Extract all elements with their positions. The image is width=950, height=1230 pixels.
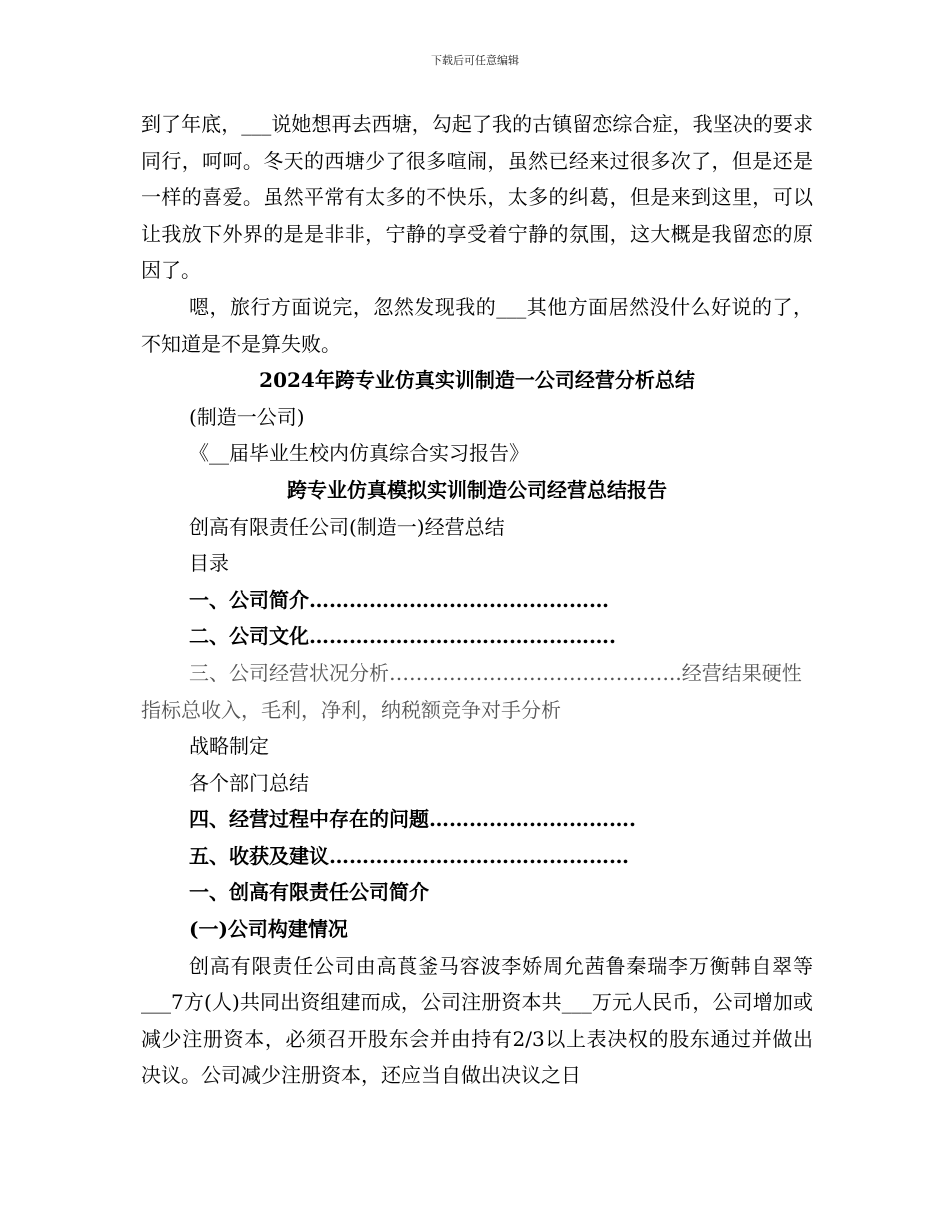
toc-heading: 目录 [189, 551, 229, 576]
document-title: 2024年跨专业仿真实训制造一公司经营分析总结 [259, 368, 695, 393]
document-body [141, 106, 813, 1094]
toc-item-department-summary: 各个部门总结 [189, 770, 309, 795]
report-note: 《__届毕业生校内仿真综合实习报告》 [189, 441, 529, 466]
toc-item-company-intro: 一、公司简介……………………………………… [189, 587, 609, 612]
page-header: 下载后可任意编辑 [431, 54, 519, 67]
company-note: (制造一公司) [189, 404, 305, 429]
toc-item-company-culture: 二、公司文化………………………………………. [189, 624, 616, 649]
section-body: 创高有限责任公司由高莨釜马容波李娇周允茜鲁秦瑞李万衡韩自翠等___7方(人)共同出资组建而成，公司注册资本共___万元人民币，公司增加或减少注册资本，必须召开股东会并由持有2/3以上表决权的股东通过并做出决议。公司减少注册资本，还应当自做出决议之日 [141, 953, 813, 1088]
paragraph-travel: 嗯，旅行方面说完，忽然发现我的___其他方面居然没什么好说的了，不知道是不是算失败。 [141, 294, 813, 356]
section-subheading: (一)公司构建情况 [189, 917, 348, 942]
toc-item-strategy: 战略制定 [189, 734, 269, 759]
report-subtitle: 创高有限责任公司(制造一)经营总结 [189, 514, 505, 539]
toc-item-business-analysis: 三、公司经营状况分析……………………………………..经营结果硬性指标总收入，毛利，净利，纳税额竞争对手分析 [141, 660, 802, 722]
section-heading: 一、创高有限责任公司简介 [189, 880, 429, 905]
toc-item-problems: 四、经营过程中存在的问题…………………………. [189, 807, 636, 832]
paragraph-xitang: 到了年底，___说她想再去西塘，勾起了我的古镇留恋综合症，我坚决的要求同行，呵呵。冬天的西塘少了很多喧闹，虽然已经来过很多次了，但是还是一样的喜爱。虽然平常有太多的不快乐，太多的纠葛，但是来到这里，可以让我放下外界的是是非非，宁静的享受着宁静的氛围，这大概是我留恋的原因了。 [141, 112, 813, 283]
report-title: 跨专业仿真模拟实训制造公司经营总结报告 [287, 477, 667, 502]
toc-item-gains: 五、收获及建议……………………………………… [189, 843, 629, 868]
